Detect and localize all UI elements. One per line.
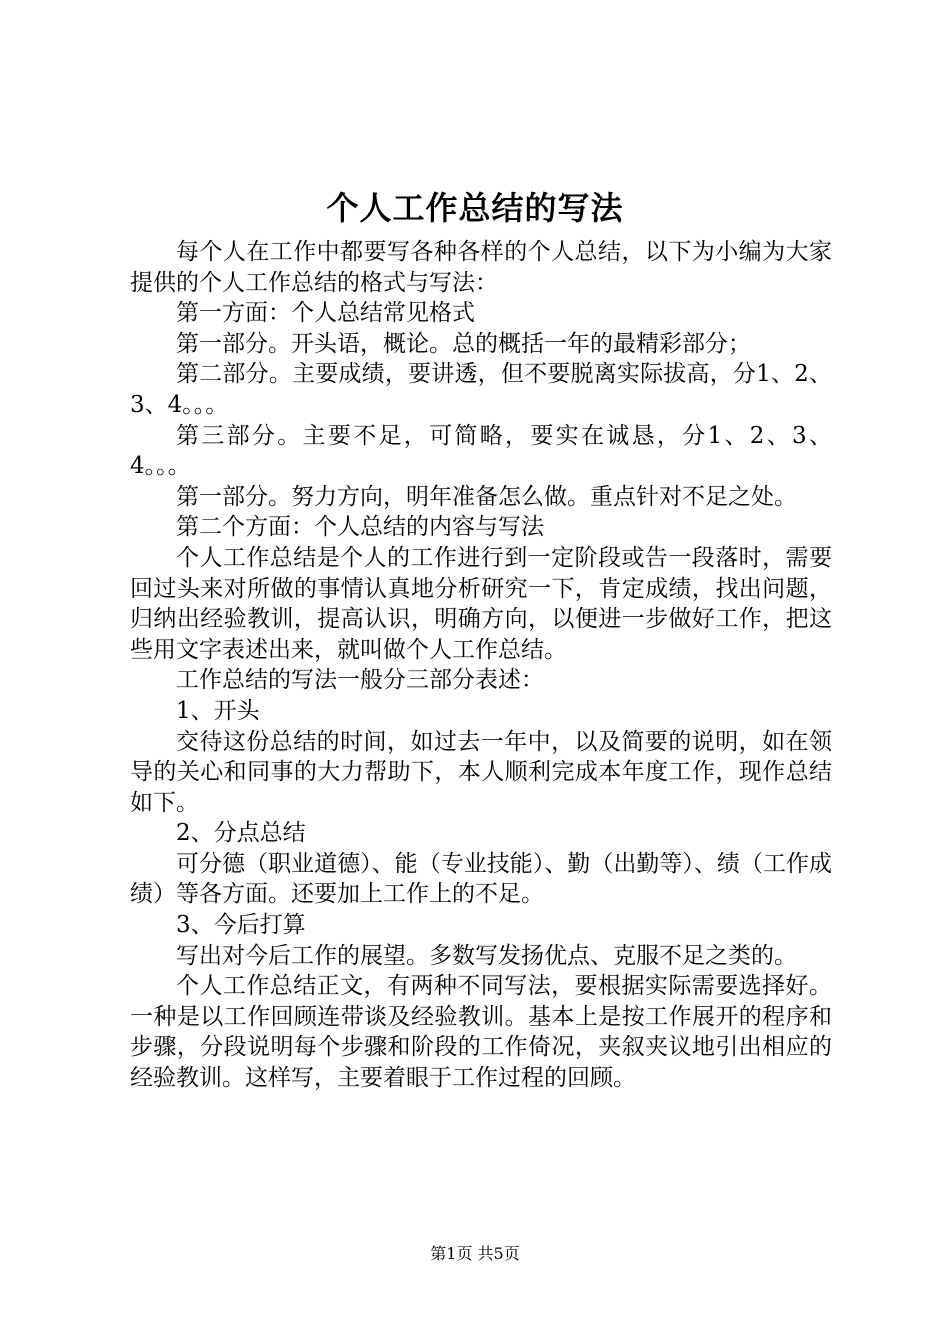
paragraph-definition: 个人工作总结是个人的工作进行到一定阶段或告一段落时，需要回过头来对所做的事情认真地分析研究一下，肯定成绩，找出问题，归纳出经验教训，提高认识，明确方向，以便进一步做好工作，把这些用文字表述出来，就叫做个人工作总结。: [130, 544, 832, 663]
paragraph-points-detail: 可分德（职业道德）、能（专业技能）、勤（出勤等）、绩（工作成绩）等各方面。还要加上工作上的不足。: [130, 850, 832, 908]
paragraph-plans-detail: 写出对今后工作的展望。多数写发扬优点、克服不足之类的。: [176, 942, 797, 969]
document-body: [130, 237, 832, 1094]
paragraph-part-4: 第一部分。努力方向，明年准备怎么做。重点针对不足之处。: [176, 483, 797, 510]
paragraph-heading-opening: 1、开头: [176, 697, 260, 724]
document-title: 个人工作总结的写法: [326, 189, 624, 227]
paragraph-part-2: 第二部分。主要成绩，要讲透，但不要脱离实际拔高，分1、2、3、4。。。: [130, 361, 832, 418]
paragraph-body-methods: 个人工作总结正文，有两种不同写法，要根据实际需要选择好。一种是以工作回顾连带谈及经验教训。基本上是按工作展开的程序和步骤，分段说明每个步骤和阶段的工作倚况，夹叙夹议地引出相应的经验教训。这样写，主要着眼于工作过程的回顾。: [130, 973, 832, 1092]
paragraph-heading-plans: 3、今后打算: [176, 912, 306, 939]
paragraph-opening-detail: 交待这份总结的时间，如过去一年中，以及简要的说明，如在领导的关心和同事的大力帮助下，本人顺利完成本年度工作，现作总结如下。: [130, 728, 832, 816]
paragraph-part-1: 第一部分。开头语，概论。总的概括一年的最精彩部分；: [176, 330, 751, 357]
paragraph-section-1-heading: 第一方面：个人总结常见格式: [176, 300, 475, 327]
paragraph-heading-points: 2、分点总结: [176, 820, 306, 847]
page-footer: 第1页 共5页: [430, 1244, 520, 1263]
paragraph-part-3: 第三部分。主要不足，可简略，要实在诚恳，分1、2、3、4。。。: [130, 422, 832, 480]
paragraph-intro: 每个人在工作中都要写各种各样的个人总结，以下为小编为大家提供的个人工作总结的格式与写法：: [130, 239, 832, 296]
paragraph-section-2-heading: 第二个方面：个人总结的内容与写法: [176, 514, 544, 541]
paragraph-structure-intro: 工作总结的写法一般分三部分表述：: [176, 667, 544, 694]
